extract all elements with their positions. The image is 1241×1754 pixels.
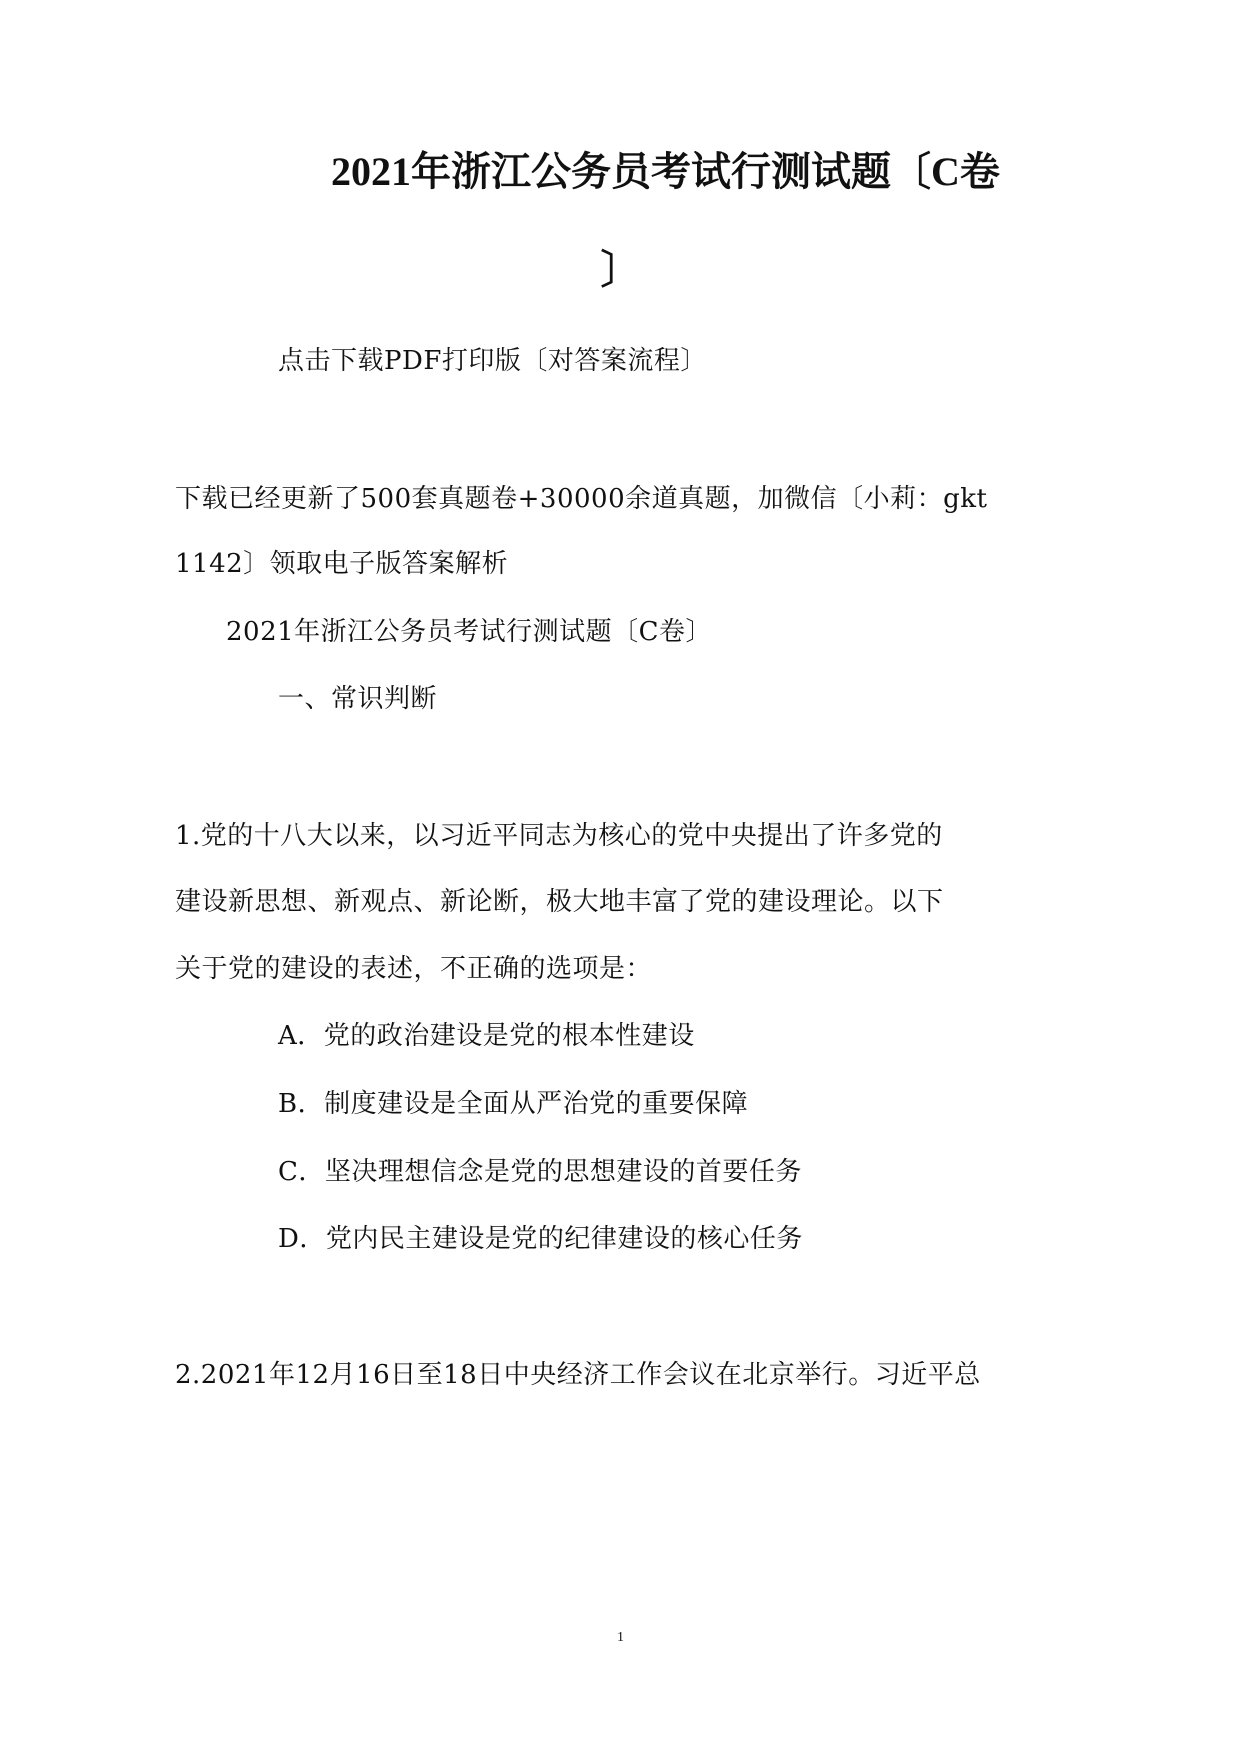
question-1-option-c: C．坚决理想信念是党的思想建设的首要任务 <box>278 1157 802 1187</box>
question-2-line-1: 2.2021年12月16日至18日中央经济工作会议在北京举行。习近平总 <box>175 1360 981 1390</box>
page-number: 1 <box>617 1630 624 1645</box>
download-pdf-link[interactable]: 点击下载PDF打印版〔对答案流程〕 <box>278 346 707 376</box>
question-1-option-a: A．党的政治建设是党的根本性建设 <box>278 1021 695 1051</box>
question-1-option-b: B．制度建设是全面从严治党的重要保障 <box>278 1089 749 1119</box>
question-1-line-3: 关于党的建设的表述，不正确的选项是： <box>175 954 653 984</box>
question-1-line-1: 1.党的十八大以来，以习近平同志为核心的党中央提出了许多党的 <box>175 821 943 851</box>
notice-line-2: 1142〕领取电子版答案解析 <box>175 549 509 579</box>
notice-line-1: 下载已经更新了500套真题卷+30000余道真题，加微信〔小莉：gkt <box>175 484 988 514</box>
question-1-option-d: D．党内民主建设是党的纪律建设的核心任务 <box>278 1224 803 1254</box>
document-title-line-2: 〕 <box>600 247 641 292</box>
document-subtitle: 2021年浙江公务员考试行测试题〔C卷〕 <box>226 617 713 647</box>
question-1-line-2: 建设新思想、新观点、新论断，极大地丰富了党的建设理论。以下 <box>175 887 944 917</box>
section-heading: 一、常识判断 <box>278 684 438 714</box>
document-title-line-1: 2021年浙江公务员考试行测试题〔C卷 <box>331 149 1000 194</box>
